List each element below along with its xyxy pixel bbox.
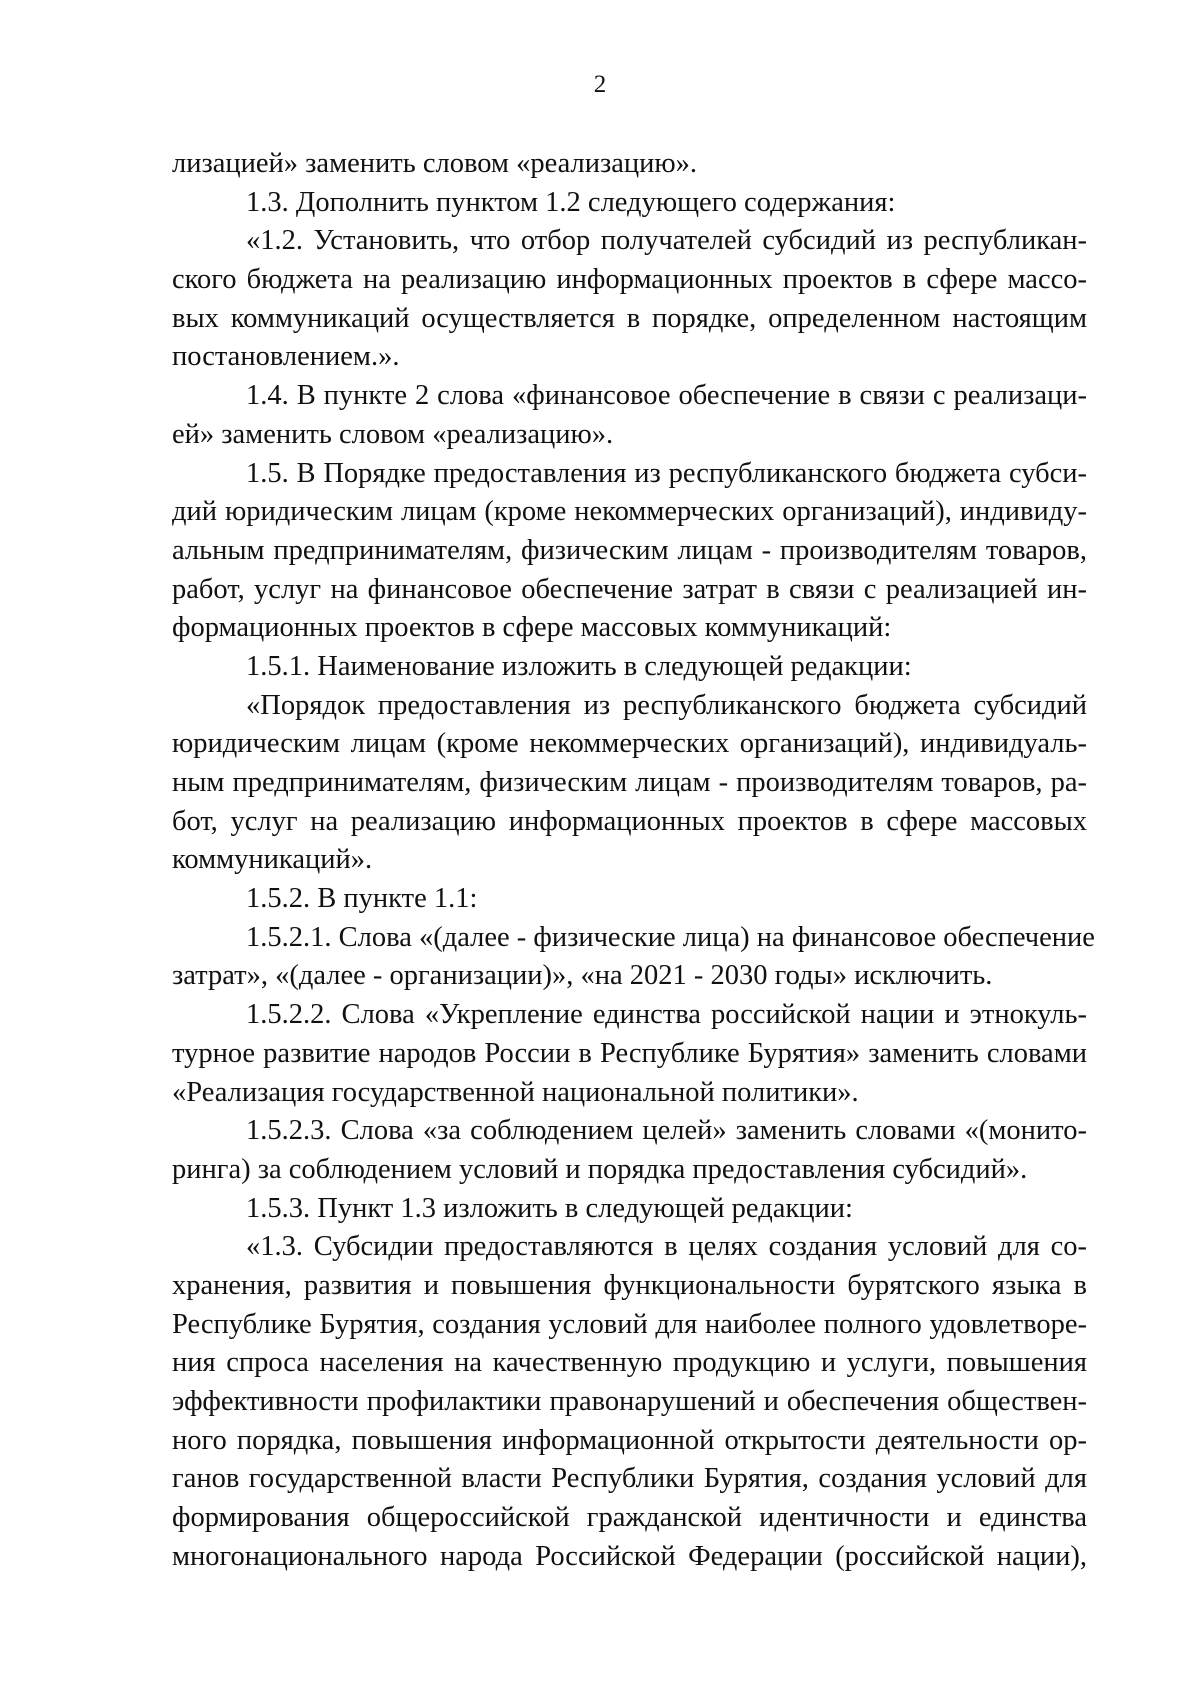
text-line: бот, услуг на реализацию информационных проектов в сфере массовых (172, 805, 1087, 837)
text-line: 1.5.2.3. Слова «за соблюдением целей» заменить словами «(монито- (246, 1115, 1087, 1147)
text-line: работ, услуг на финансовое обеспечение затрат в связи с реализацией ин- (172, 573, 1087, 605)
text-line: ным предпринимателям, физическим лицам - производителям товаров, ра- (172, 767, 1087, 798)
paragraph (172, 222, 1087, 377)
text-line: 1.5.3. Пункт 1.3 изложить в следующей редакции: (246, 1192, 853, 1224)
text-line: альным предпринимателям, физическим лицам - производителям товаров, (172, 534, 1087, 566)
text-line: 1.5. В Порядке предоставления из республиканского бюджета субси- (246, 457, 1087, 489)
paragraph (172, 996, 1087, 1112)
text-line: ганов государственной власти Республики Бурятия, создания условий для (172, 1463, 1087, 1495)
text-line: 1.5.2. В пункте 1.1: (246, 883, 478, 915)
text-line: ей» заменить словом «реализацию». (172, 418, 614, 450)
text-line: Республике Бурятия, создания условий для наиболее полного удовлетворе- (172, 1308, 1087, 1340)
text-line: хранения, развития и повышения функциональности бурятского языка в (172, 1269, 1087, 1301)
text-line: дий юридическим лицам (кроме некоммерческих организаций), индивиду- (172, 496, 1087, 528)
text-line: 1.5.2.2. Слова «Укрепление единства российской нации и этнокуль- (246, 999, 1087, 1031)
text-line: турное развитие народов России в Республике Бурятия» заменить словами (172, 1037, 1087, 1069)
text-line: юридическим лицам (кроме некоммерческих организаций), индивидуаль- (172, 728, 1087, 760)
text-line: 1.5.1. Наименование изложить в следующей редакции: (246, 650, 912, 682)
text-line: многонационального народа Российской Федерации (российской нации), (172, 1540, 1087, 1572)
paragraph (172, 1112, 1087, 1189)
text-line: лизацией» заменить словом «реализацию». (172, 148, 698, 179)
paragraph (172, 455, 1087, 648)
text-line: «1.3. Субсидии предоставляются в целях создания условий для со- (246, 1231, 1087, 1263)
text-line: 1.4. В пункте 2 слова «финансовое обеспечение в связи с реализаци- (246, 380, 1087, 412)
paragraph (172, 919, 1095, 996)
text-line: ния спроса населения на качественную продукцию и услуги, повышения (172, 1347, 1087, 1379)
text-line: 1.3. Дополнить пунктом 1.2 следующего содержания: (246, 186, 896, 218)
paragraph (172, 377, 1087, 454)
text-line: ского бюджета на реализацию информационных проектов в сфере массо- (172, 264, 1087, 296)
text-line: формирования общероссийской гражданской идентичности и единства (172, 1502, 1087, 1534)
paragraph (172, 1228, 1087, 1576)
page-number: 2 (593, 71, 607, 98)
paragraph (172, 184, 1087, 223)
text-line: эффективности профилактики правонарушений и обеспечения обществен- (172, 1386, 1087, 1417)
paragraph (172, 145, 1087, 184)
paragraph (172, 687, 1087, 880)
text-line: формационных проектов в сфере массовых коммуникаций: (172, 612, 892, 644)
paragraph (172, 1190, 1087, 1229)
text-line: коммуникаций». (172, 844, 373, 876)
text-line: «1.2. Установить, что отбор получателей субсидий из республикан- (246, 225, 1087, 257)
paragraph (172, 880, 1087, 919)
text-line: «Реализация государственной национальной политики». (172, 1076, 859, 1108)
text-line: «Порядок предоставления из республиканского бюджета субсидий (246, 689, 1087, 721)
text-line: вых коммуникаций осуществляется в порядке, определенном настоящим (172, 302, 1087, 334)
text-line: постановлением.». (172, 341, 400, 373)
text-line: ринга) за соблюдением условий и порядка предоставления субсидий». (172, 1153, 1028, 1185)
text-line: затрат», «(далее - организации)», «на 2021 - 2030 годы» исключить. (172, 960, 993, 992)
paragraph (172, 648, 1087, 687)
text-line: ного порядка, повышения информационной открытости деятельности ор- (172, 1424, 1087, 1456)
document-body (172, 145, 1095, 1576)
text-line: 1.5.2.1. Слова «(далее - физические лица) на финансовое обеспечение (246, 921, 1095, 953)
